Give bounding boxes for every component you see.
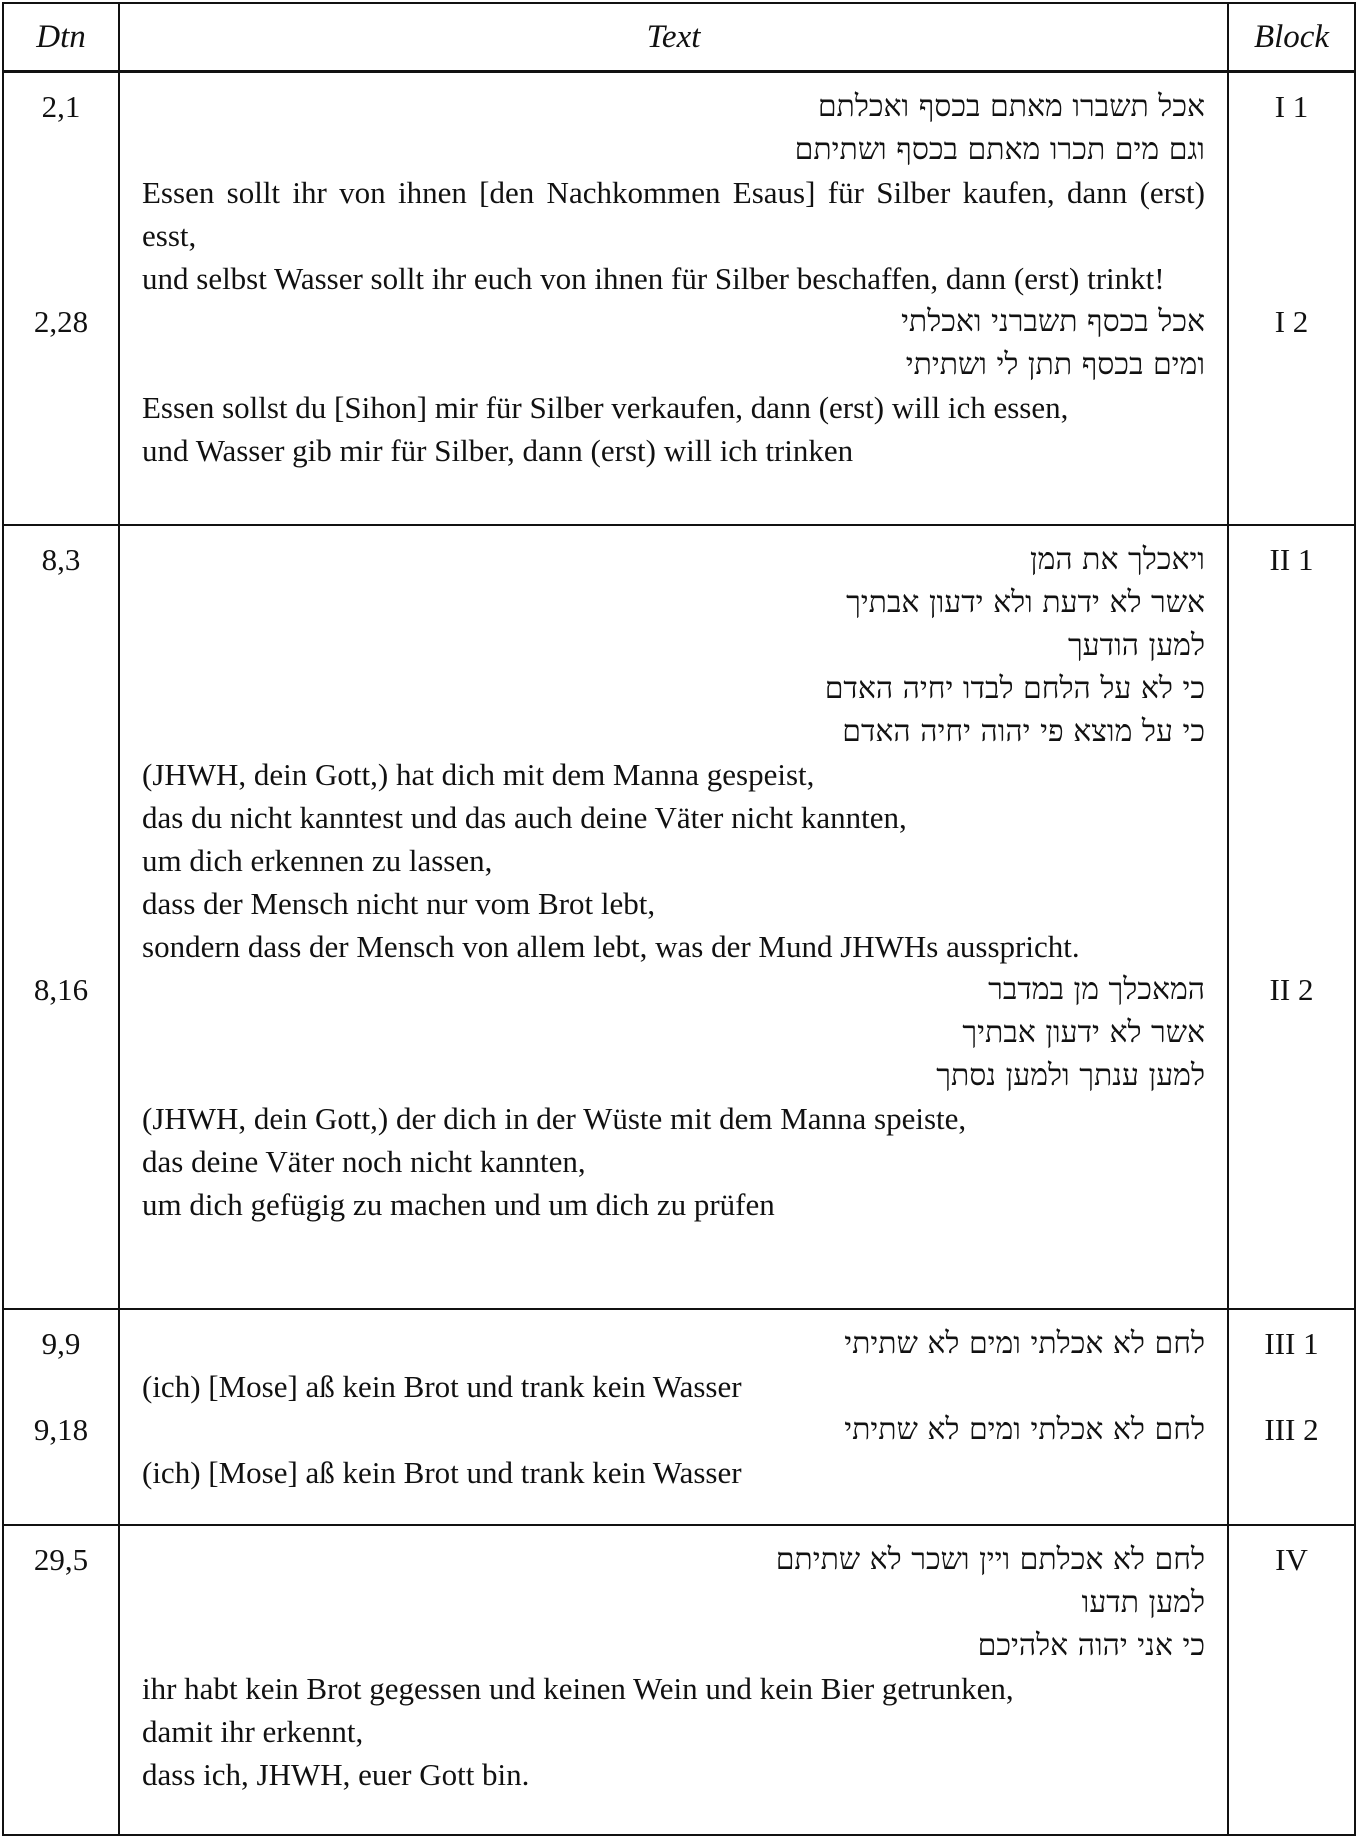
header-dtn: Dtn — [4, 4, 119, 72]
block-label: IV — [1275, 1541, 1308, 1577]
block-label: I 1 — [1274, 89, 1309, 124]
hebrew-line: כי על מוצא פי יהוה יחיה האדם — [842, 713, 1205, 749]
text-cell — [119, 1525, 1228, 1834]
hebrew-line: למען תדעו — [1081, 1584, 1205, 1620]
german-line: dass der Mensch nicht nur vom Brot lebt, — [142, 885, 656, 921]
block-label: I 2 — [1274, 304, 1309, 339]
group-row — [4, 525, 1354, 1309]
german-line: Essen sollt ihr von ihnen [den Nachkommen Esaus] für Silber kaufen, dann (erst) esst, — [142, 175, 1205, 253]
block-cell — [1228, 72, 1354, 525]
dtn-reference: 8,3 — [41, 541, 81, 577]
hebrew-line: אכל בכסף תשברני ואכלתי — [901, 304, 1205, 339]
german-line: das du nicht kanntest und das auch deine Väter nicht kannten, — [142, 799, 907, 835]
block-cell — [1228, 525, 1354, 1309]
hebrew-line: המאכלך מן במדבר — [988, 971, 1205, 1007]
german-line: das deine Väter noch nicht kannten, — [142, 1143, 586, 1179]
group-row — [4, 1525, 1354, 1834]
dtn-reference: 9,18 — [33, 1411, 89, 1447]
dtn-cell — [4, 72, 119, 525]
german-line: (ich) [Mose] aß kein Brot und trank kein Wasser — [142, 1454, 742, 1490]
hebrew-line: לחם לא אכלתם ויין ושכר לא שתיתם — [775, 1541, 1205, 1577]
german-line: Essen sollst du [Sihon] mir für Silber verkaufen, dann (erst) will ich essen, — [142, 390, 1069, 425]
block-label: III 1 — [1264, 1325, 1319, 1361]
dtn-reference: 29,5 — [33, 1541, 89, 1577]
verse-entry — [142, 300, 1205, 472]
table-body — [4, 72, 1354, 1835]
verse-entry — [142, 1538, 1205, 1796]
german-line: um dich erkennen zu lassen, — [142, 842, 493, 878]
header-row — [4, 4, 1354, 72]
text-table — [2, 2, 1356, 1836]
hebrew-line: למען הודעך — [1067, 627, 1205, 663]
german-line: und selbst Wasser sollt ihr euch von ihnen für Silber beschaffen, dann (erst) trinkt! — [142, 261, 1165, 296]
header-block: Block — [1228, 4, 1354, 72]
dtn-cell — [4, 1309, 119, 1525]
block-label: III 2 — [1264, 1411, 1319, 1447]
text-cell — [119, 72, 1228, 525]
dtn-cell — [4, 1525, 119, 1834]
german-line: und Wasser gib mir für Silber, dann (erst) will ich trinken — [142, 433, 854, 468]
block-cell — [1228, 1525, 1354, 1834]
verse-entry — [142, 538, 1205, 968]
verse-entry — [142, 1322, 1205, 1408]
german-line: ihr habt kein Brot gegessen und keinen Wein und kein Bier getrunken, — [142, 1670, 1014, 1706]
group-row — [4, 72, 1354, 525]
dtn-reference: 8,16 — [33, 971, 89, 1007]
dtn-reference: 2,28 — [33, 304, 89, 339]
text-cell — [119, 1309, 1228, 1525]
hebrew-line: ויאכלך את המן — [1029, 541, 1205, 577]
group-row — [4, 1309, 1354, 1525]
german-line: damit ihr erkennt, — [142, 1713, 364, 1749]
hebrew-line: כי אני יהוה אלהיכם — [977, 1627, 1205, 1663]
block-cell — [1228, 1309, 1354, 1525]
german-line: (ich) [Mose] aß kein Brot und trank kein Wasser — [142, 1368, 742, 1404]
dtn-reference: 2,1 — [41, 89, 81, 124]
dtn-cell — [4, 525, 119, 1309]
header-text: Text — [119, 4, 1228, 72]
hebrew-line: אשר לא ידעון אבתיך — [962, 1014, 1205, 1050]
verse-entry — [142, 968, 1205, 1226]
verse-entry — [142, 85, 1205, 300]
german-line: um dich gefügig zu machen und um dich zu prüfen — [142, 1186, 775, 1222]
hebrew-line: אשר לא ידעת ולא ידעון אבתיך — [846, 584, 1205, 620]
german-line: (JHWH, dein Gott,) der dich in der Wüste mit dem Manna speiste, — [142, 1100, 967, 1136]
verse-entry — [142, 1408, 1205, 1494]
hebrew-line: לחם לא אכלתי ומים לא שתיתי — [844, 1411, 1205, 1447]
text-cell — [119, 525, 1228, 1309]
hebrew-line: ומים בכסף תתן לי ושתיתי — [905, 347, 1205, 382]
block-label: II 2 — [1269, 971, 1314, 1007]
block-label: II 1 — [1269, 541, 1314, 577]
hebrew-line: וגם מים תכרו מאתם בכסף ושתיתם — [794, 132, 1205, 167]
comparison-table — [4, 4, 1354, 1834]
hebrew-line: כי לא על הלחם לבדו יחיה האדם — [824, 670, 1205, 706]
hebrew-line: לחם לא אכלתי ומים לא שתיתי — [844, 1325, 1205, 1361]
hebrew-line: אכל תשברו מאתם בכסף ואכלתם — [817, 89, 1205, 124]
german-line: (JHWH, dein Gott,) hat dich mit dem Manna gespeist, — [142, 756, 815, 792]
german-line: dass ich, JHWH, euer Gott bin. — [142, 1756, 530, 1792]
hebrew-line: למען ענתך ולמען נסתך — [936, 1057, 1205, 1093]
dtn-reference: 9,9 — [41, 1325, 81, 1361]
german-line: sondern dass der Mensch von allem lebt, was der Mund JHWHs ausspricht. — [142, 928, 1080, 964]
